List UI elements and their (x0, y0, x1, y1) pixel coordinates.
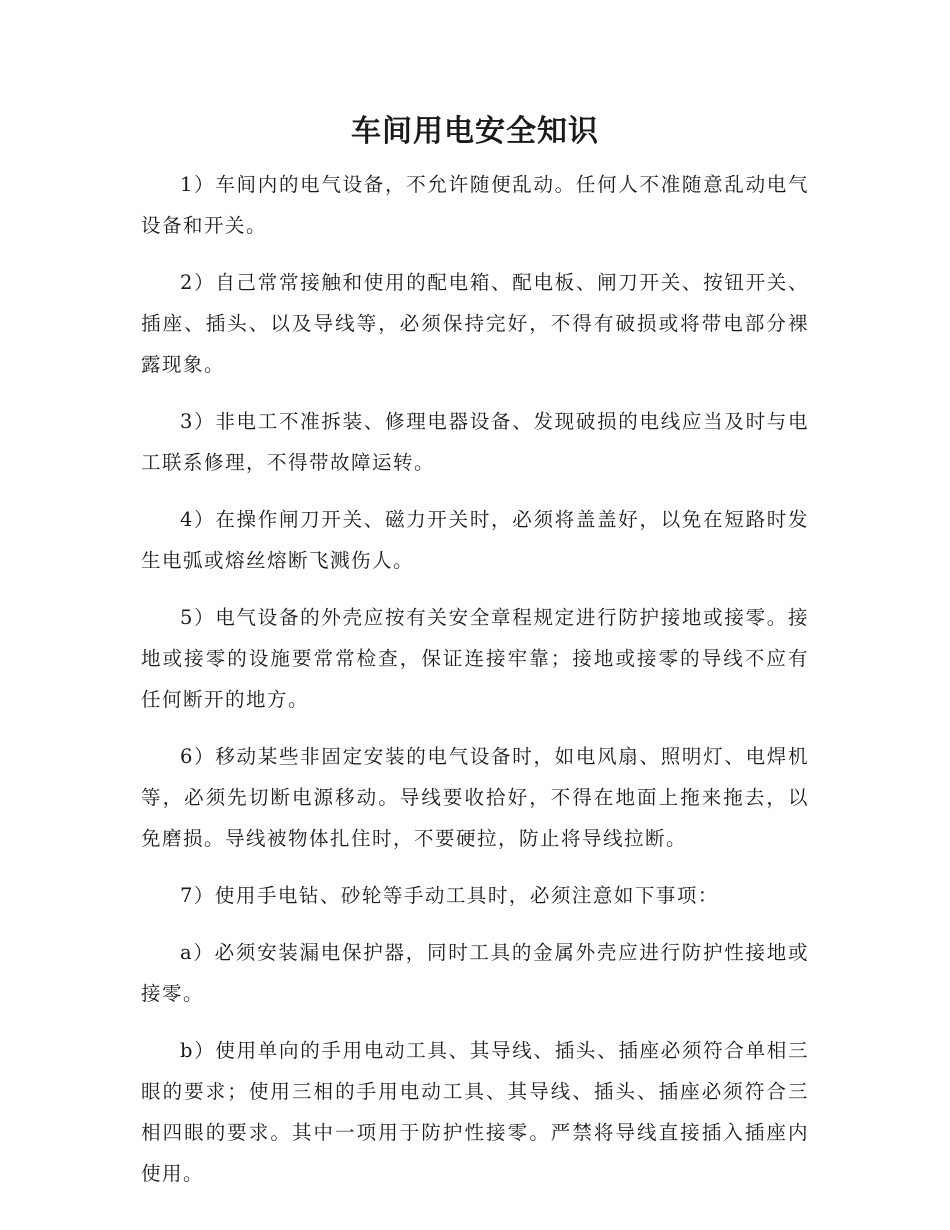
paragraph-5: 5）电气设备的外壳应按有关安全章程规定进行防护接地或接零。接地或接零的设施要常常检查，保证连接牢靠；接地或接零的导线不应有任何断开的地方。 (141, 606, 809, 711)
paragraph-3: 3）非电工不准拆装、修理电器设备、发现破损的电线应当及时与电工联系修理，不得带故障运转。 (141, 410, 809, 474)
document-body (141, 164, 809, 1210)
document-title: 车间用电安全知识 (351, 114, 599, 149)
paragraph-4: 4）在操作闸刀开关、磁力开关时，必须将盖盖好，以免在短路时发生电弧或熔丝熔断飞溅伤人。 (141, 508, 809, 572)
paragraph-7: 7）使用手电钻、砂轮等手动工具时，必须注意如下事项： (180, 884, 719, 907)
paragraph-7b: b）使用单向的手用电动工具、其导线、插头、插座必须符合单相三眼的要求；使用三相的手用电动工具、其导线、插头、插座必须符合三相四眼的要求。其中一项用于防护性接零。严禁将导线直接插入插座内使用。 (141, 1039, 809, 1185)
paragraph-1: 1）车间内的电气设备，不允许随便乱动。任何人不准随意乱动电气设备和开关。 (141, 173, 809, 237)
paragraph-6: 6）移动某些非固定安装的电气设备时，如电风扇、照明灯、电焊机等，必须先切断电源移动。导线要收拾好，不得在地面上拖来拖去，以免磨损。导线被物体扎住时，不要硬拉，防止将导线拉断。 (141, 745, 809, 850)
paragraph-2: 2）自己常常接触和使用的配电箱、配电板、闸刀开关、按钮开关、插座、插头、以及导线等，必须保持完好，不得有破损或将带电部分裸露现象。 (141, 271, 809, 376)
paragraph-7a: a）必须安装漏电保护器，同时工具的金属外壳应进行防护性接地或接零。 (141, 941, 809, 1005)
